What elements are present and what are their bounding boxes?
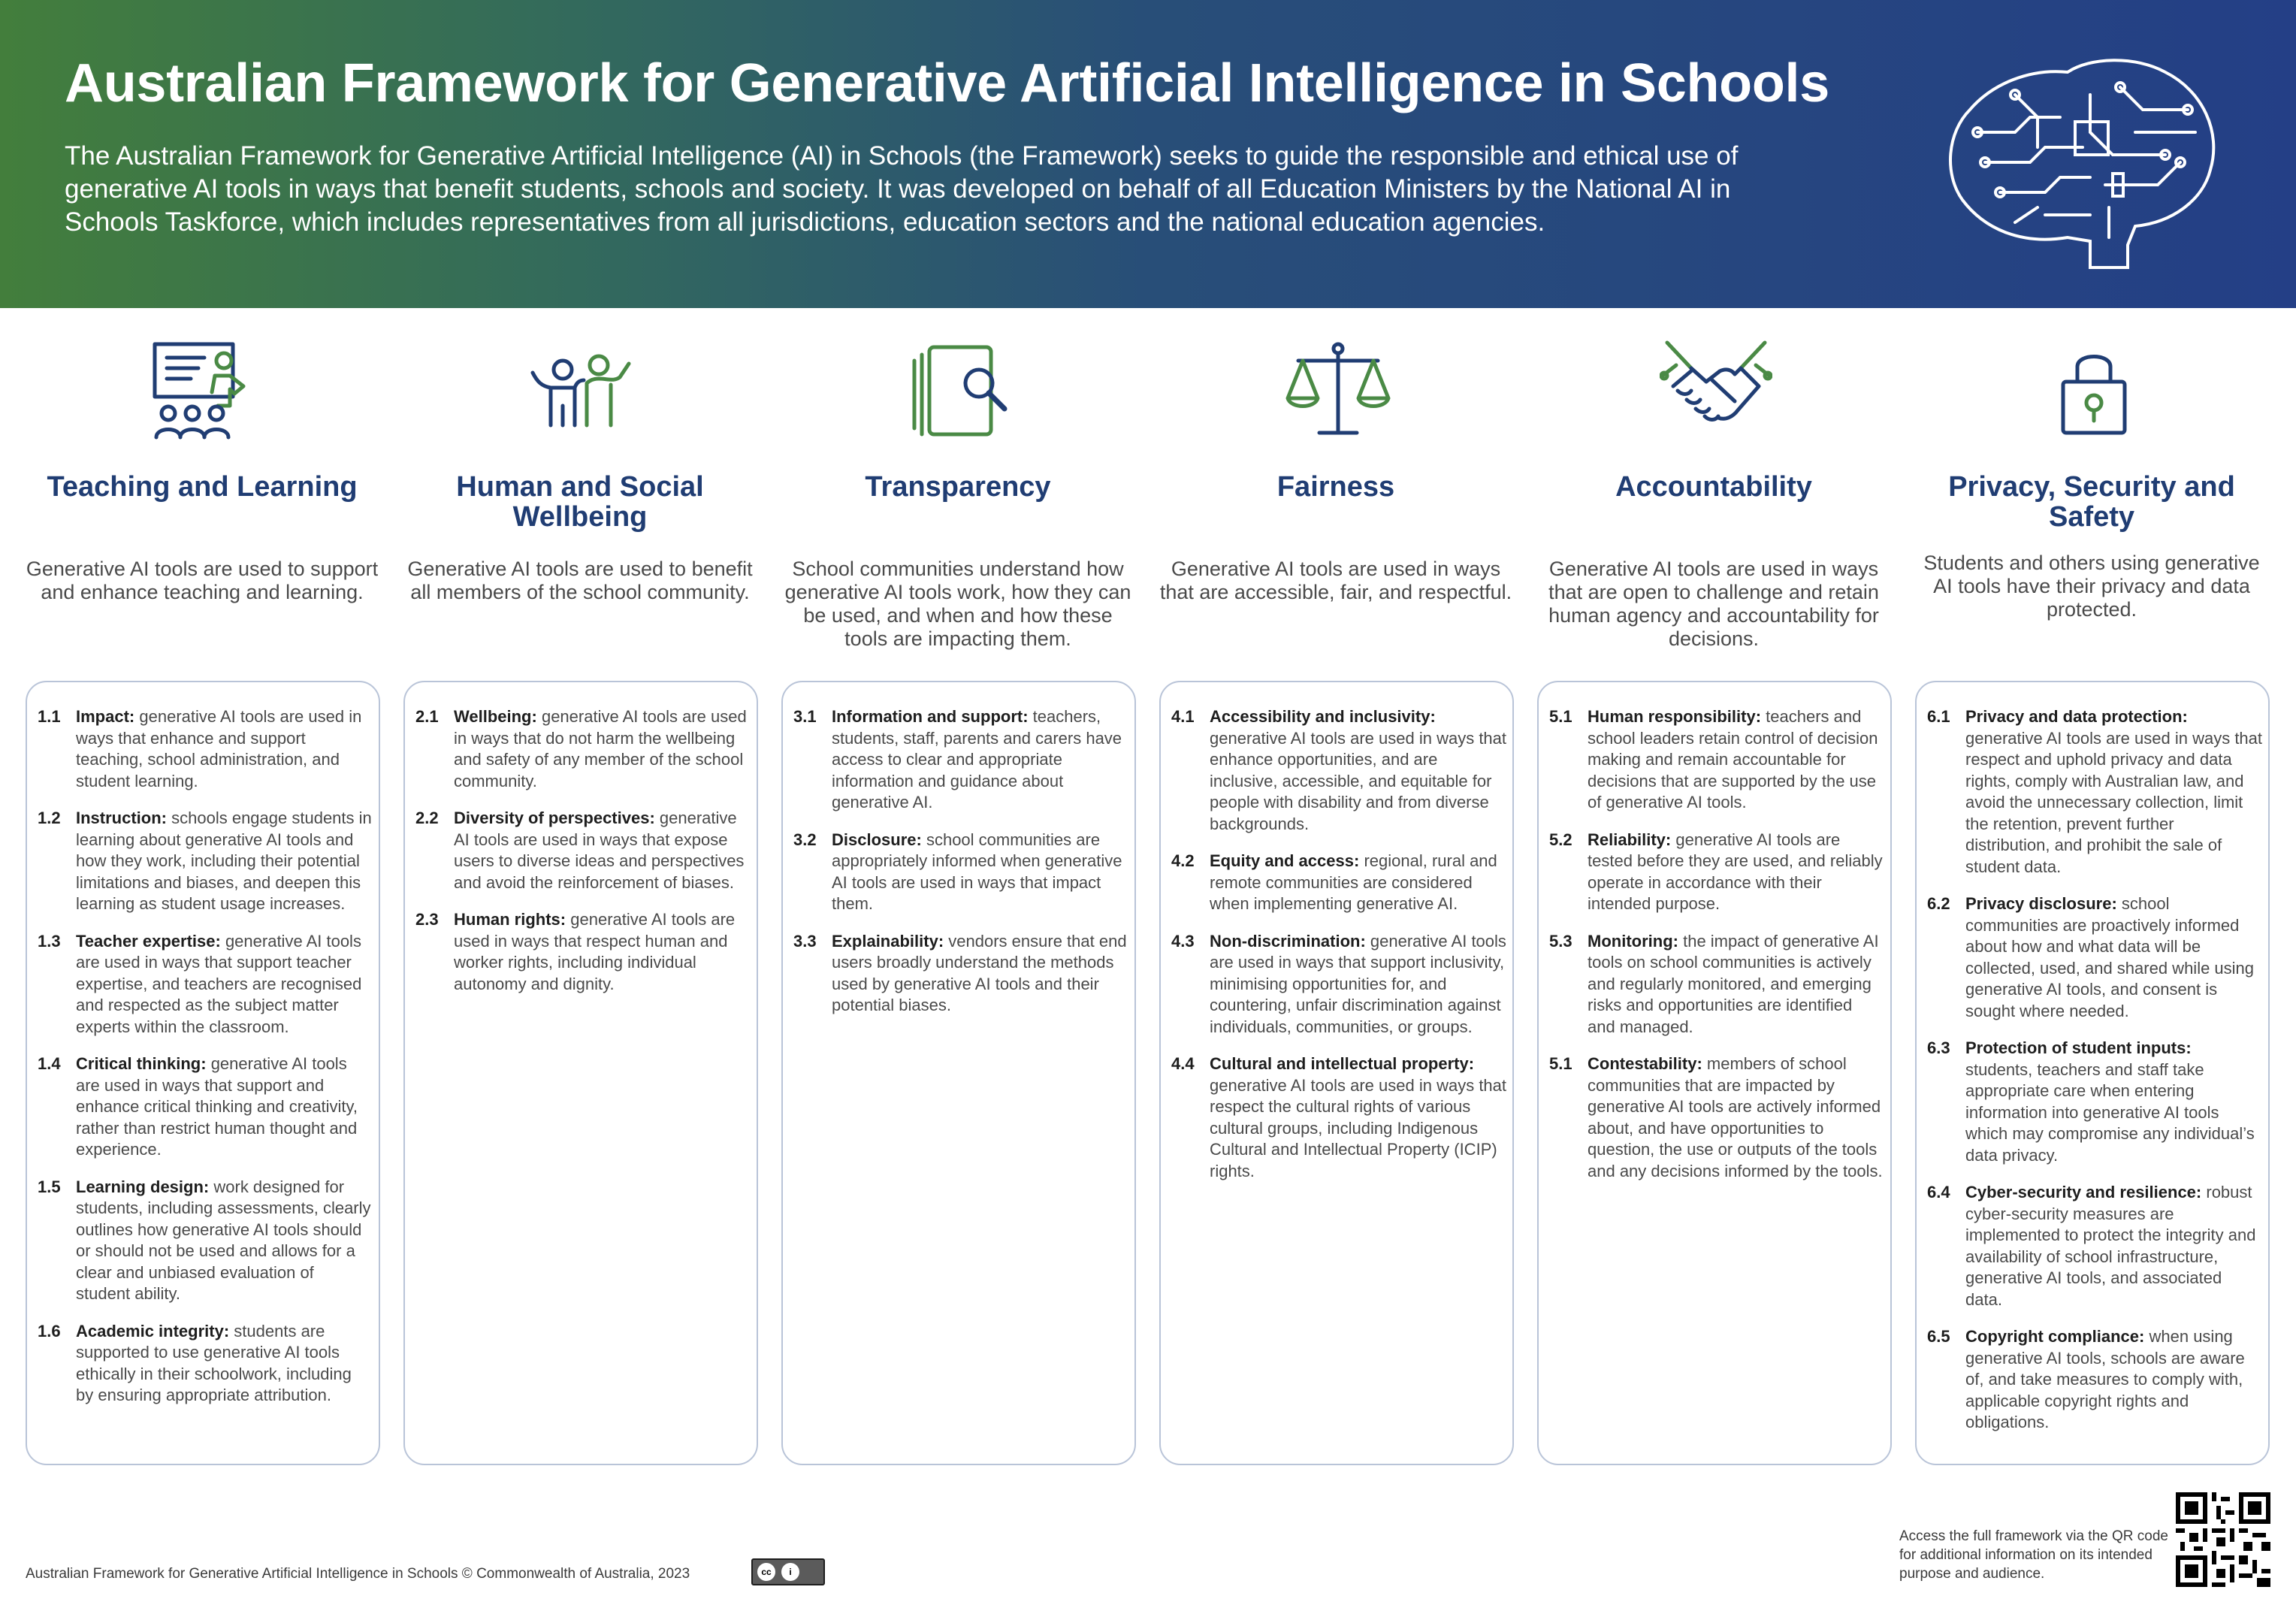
item-number: 1.6: [38, 1321, 61, 1340]
list-item: [415, 909, 751, 995]
item-text: generative AI tools are used in ways that expose users to diverse ideas and perspectives and avoid the reinforcement of biases.: [454, 809, 745, 892]
list-item: [1927, 706, 2262, 878]
item-number: 4.1: [1171, 707, 1195, 726]
list-item: [1549, 830, 1884, 915]
principle-card-4: [1159, 681, 1514, 1465]
list-item: [1927, 1182, 2262, 1310]
presentation-icon: [146, 338, 258, 443]
item-number: 1.5: [38, 1177, 61, 1196]
principle-description-3: School communities understand how generative AI tools work, how they can be used, and when and how these tools are impacting them.: [784, 558, 1131, 650]
item-heading: Instruction:: [76, 809, 167, 827]
item-heading: Teacher expertise:: [76, 931, 221, 951]
scales-icon: [1282, 338, 1394, 443]
item-heading: Cultural and intellectual property:: [1210, 1054, 1475, 1073]
page-title: Australian Framework for Generative Artificial Intelligence in Schools: [65, 53, 1829, 113]
list-item: [38, 706, 373, 792]
list-item: [1171, 706, 1506, 835]
item-text: members of school communities that are impacted by generative AI tools are actively informed about, and have opportunities to question, the use or outputs of the tools and any decisions informed by the tools.: [1588, 1054, 1883, 1180]
item-number: 5.2: [1549, 830, 1572, 849]
list-item: [1171, 851, 1506, 915]
item-heading: Equity and access:: [1210, 851, 1360, 870]
item-number: 5.1: [1549, 707, 1572, 726]
item-heading: Contestability:: [1588, 1054, 1702, 1073]
item-heading: Protection of student inputs:: [1965, 1038, 2192, 1057]
item-number: 1.4: [38, 1054, 61, 1073]
item-heading: Explainability:: [832, 931, 944, 951]
item-heading: Academic integrity:: [76, 1321, 230, 1340]
item-text: teachers, students, staff, parents and carers have access to clear and appropriate information and guidance about generative AI.: [832, 707, 1122, 812]
principle-title-4: Fairness: [1276, 471, 1395, 503]
header-banner: [0, 0, 2296, 308]
item-number: 3.1: [793, 707, 817, 726]
item-number: 5.3: [1549, 931, 1572, 951]
list-item: [38, 1321, 373, 1407]
item-text: students, teachers and staff take appropriate care when entering information into generative AI tools which may compromise any individual’s data privacy.: [1965, 1059, 2255, 1165]
principle-card-3: [781, 681, 1136, 1465]
item-text: school communities are proactively informed about how and what data will be collected, used, and shared while using generative AI tools, and consent is sought where needed.: [1965, 894, 2255, 1020]
list-item: [793, 830, 1128, 915]
list-item: [1549, 931, 1884, 1038]
item-text: schools engage students in learning about generative AI tools and how they work, including their potential limitations and biases, and deepen this learning as student usage increases.: [76, 809, 372, 913]
item-number: 4.2: [1171, 851, 1195, 870]
item-heading: Learning design:: [76, 1177, 210, 1196]
item-number: 2.3: [415, 910, 439, 929]
item-number: 1.2: [38, 809, 61, 827]
item-heading: Reliability:: [1588, 830, 1672, 849]
principle-card-5: [1537, 681, 1892, 1465]
attribution-icon: i: [781, 1563, 799, 1581]
item-text: the impact of generative AI tools on school communities is actively and regularly monitored, and emerging risks and opportunities are identified and managed.: [1588, 931, 1879, 1036]
item-number: 4.4: [1171, 1054, 1195, 1073]
list-item: [1171, 931, 1506, 1038]
item-text: generative AI tools are used in ways that respect the cultural rights of various cultural groups, including Indigenous Cultural and Intellectual Property (ICIP) rights.: [1210, 1075, 1507, 1180]
list-item: [415, 808, 751, 893]
item-text: generative AI tools are used in ways that support inclusivity, minimising opportunities for, and countering, unfair discrimination against individuals, communities, or groups.: [1210, 931, 1506, 1036]
list-item: [1549, 706, 1884, 814]
item-number: 6.2: [1927, 894, 1950, 913]
cc-by-icon: [751, 1558, 825, 1585]
principle-title-6: Privacy, Security and Safety: [1948, 471, 2235, 533]
principle-card-1: [26, 681, 380, 1465]
list-item: [1171, 1053, 1506, 1182]
qr-note: Access the full framework via the QR code for additional information on its intended purpose and audience.: [1899, 1528, 2168, 1582]
list-item: [1927, 893, 2262, 1022]
item-heading: Accessibility and inclusivity:: [1210, 707, 1436, 726]
footer-copyright: Australian Framework for Generative Artificial Intelligence in Schools © Commonwealth of Australia, 2023: [26, 1566, 690, 1582]
people-waving-icon: [524, 338, 636, 443]
list-item: [1927, 1038, 2262, 1166]
item-heading: Human rights:: [454, 910, 566, 929]
list-item: [38, 1177, 373, 1305]
list-item: [38, 808, 373, 915]
principle-description-2: Generative AI tools are used to benefit all members of the school community.: [407, 558, 753, 603]
list-item: [793, 706, 1128, 814]
item-number: 2.2: [415, 809, 439, 827]
item-text: robust cyber-security measures are implemented to protect the integrity and availability of school infrastructure, generative AI tools, and associated data.: [1965, 1183, 2256, 1309]
list-item: [415, 706, 751, 792]
item-heading: Monitoring:: [1588, 931, 1678, 951]
handshake-icon: [1660, 338, 1772, 443]
item-number: 5.1: [1549, 1054, 1572, 1073]
item-text: generative AI tools are used in ways that enhance opportunities, and are inclusive, accessible, and equitable for people with disability and from diverse backgrounds.: [1210, 728, 1507, 833]
item-heading: Wellbeing:: [454, 707, 537, 726]
principle-title-3: Transparency: [865, 471, 1051, 503]
item-text: generative AI tools are used in ways that respect human and worker rights, including individual autonomy and dignity.: [454, 910, 736, 993]
item-number: 6.1: [1927, 707, 1950, 726]
item-text: regional, rural and remote communities are considered when implementing generative AI.: [1210, 851, 1497, 913]
principle-description-6: Students and others using generative AI tools have their privacy and data protected.: [1923, 552, 2260, 621]
creative-commons-icon: cc: [757, 1563, 775, 1581]
item-heading: Non-discrimination:: [1210, 931, 1366, 951]
item-text: generative AI tools are used in ways that support and enhance critical thinking and creativity, rather than restrict human thought and experience.: [76, 1054, 358, 1159]
principle-card-2: [403, 681, 758, 1465]
item-heading: Impact:: [76, 707, 135, 726]
item-number: 1.3: [38, 931, 61, 951]
item-number: 3.3: [793, 931, 817, 951]
item-text: vendors ensure that end users broadly understand the methods used by generative AI tools and their potential biases.: [832, 931, 1127, 1014]
principle-title-1: Teaching and Learning: [47, 471, 358, 503]
list-item: [1927, 1326, 2262, 1434]
item-heading: Critical thinking:: [76, 1054, 207, 1073]
principle-title-5: Accountability: [1615, 471, 1812, 503]
item-text: school communities are appropriately informed when generative AI tools are used in ways that impact them.: [832, 830, 1122, 913]
item-heading: Information and support:: [832, 707, 1029, 726]
item-number: 6.4: [1927, 1183, 1950, 1201]
qr-code-icon[interactable]: [2176, 1492, 2270, 1587]
item-heading: Privacy disclosure:: [1965, 894, 2117, 913]
item-heading: Human responsibility:: [1588, 707, 1762, 726]
list-item: [38, 1053, 373, 1161]
item-heading: Copyright compliance:: [1965, 1327, 2145, 1346]
circuit-brain-icon: [1940, 50, 2225, 275]
list-item: [1549, 1053, 1884, 1182]
item-text: teachers and school leaders retain control of decision making and remain accountable for decisions that are supported by the use of generative AI tools.: [1588, 707, 1878, 812]
item-text: generative AI tools are used in ways that enhance and support teaching, school administration, and student learning.: [76, 707, 362, 790]
item-text: generative AI tools are used in ways that support teacher expertise, and teachers are recognised and respected as the subject matter experts within the classroom.: [76, 931, 362, 1036]
item-text: when using generative AI tools, schools are aware of, and take measures to comply with, applicable copyright rights and obligations.: [1965, 1327, 2245, 1431]
intro-text: The Australian Framework for Generative Artificial Intelligence (AI) in Schools (the Framework) seeks to guide the responsible and ethical use of generative AI tools in ways that benefit students, schools and society. It was developed on behalf of all Education Ministers by the National AI in Schools Taskforce, which includes representatives from all jurisdictions, education sectors and the national education agencies.: [65, 141, 1739, 237]
list-item: [793, 931, 1128, 1017]
item-number: 3.2: [793, 830, 817, 849]
principle-title-2: Human and Social Wellbeing: [456, 471, 704, 533]
item-text: generative AI tools are used in ways that do not harm the wellbeing and safety of any member of the school community.: [454, 707, 747, 790]
list-item: [38, 931, 373, 1038]
principle-card-6: [1915, 681, 2270, 1465]
principle-description-5: Generative AI tools are used in ways that are open to challenge and retain human agency and accountability for decisions.: [1548, 558, 1879, 650]
item-number: 2.1: [415, 707, 439, 726]
item-text: students are supported to use generative AI tools ethically in their schoolwork, including by ensuring appropriate attribution.: [76, 1321, 352, 1404]
item-text: work designed for students, including assessments, clearly outlines how generative AI tools should or should not be used and allows for a clear and unbiased evaluation of student ability.: [76, 1177, 371, 1303]
item-heading: Diversity of perspectives:: [454, 809, 655, 827]
item-text: generative AI tools are tested before they are used, and reliably operate in accordance with their intended purpose.: [1588, 830, 1883, 913]
item-number: 6.5: [1927, 1327, 1950, 1346]
item-number: 6.3: [1927, 1038, 1950, 1057]
item-heading: Cyber-security and resilience:: [1965, 1183, 2202, 1201]
item-heading: Privacy and data protection:: [1965, 707, 2188, 726]
principle-description-4: Generative AI tools are used in ways that are accessible, fair, and respectful.: [1159, 558, 1512, 603]
item-heading: Disclosure:: [832, 830, 922, 849]
padlock-icon: [2038, 338, 2150, 443]
item-text: generative AI tools are used in ways that respect and uphold privacy and data rights, comply with Australian law, and avoid the unnecessary collection, limit the retention, prevent further distribution, and prohibit the sale of student data.: [1965, 728, 2263, 876]
item-number: 1.1: [38, 707, 61, 726]
principle-description-1: Generative AI tools are used to support and enhance teaching and learning.: [26, 558, 379, 603]
document-search-icon: [904, 338, 1017, 443]
item-number: 4.3: [1171, 931, 1195, 951]
